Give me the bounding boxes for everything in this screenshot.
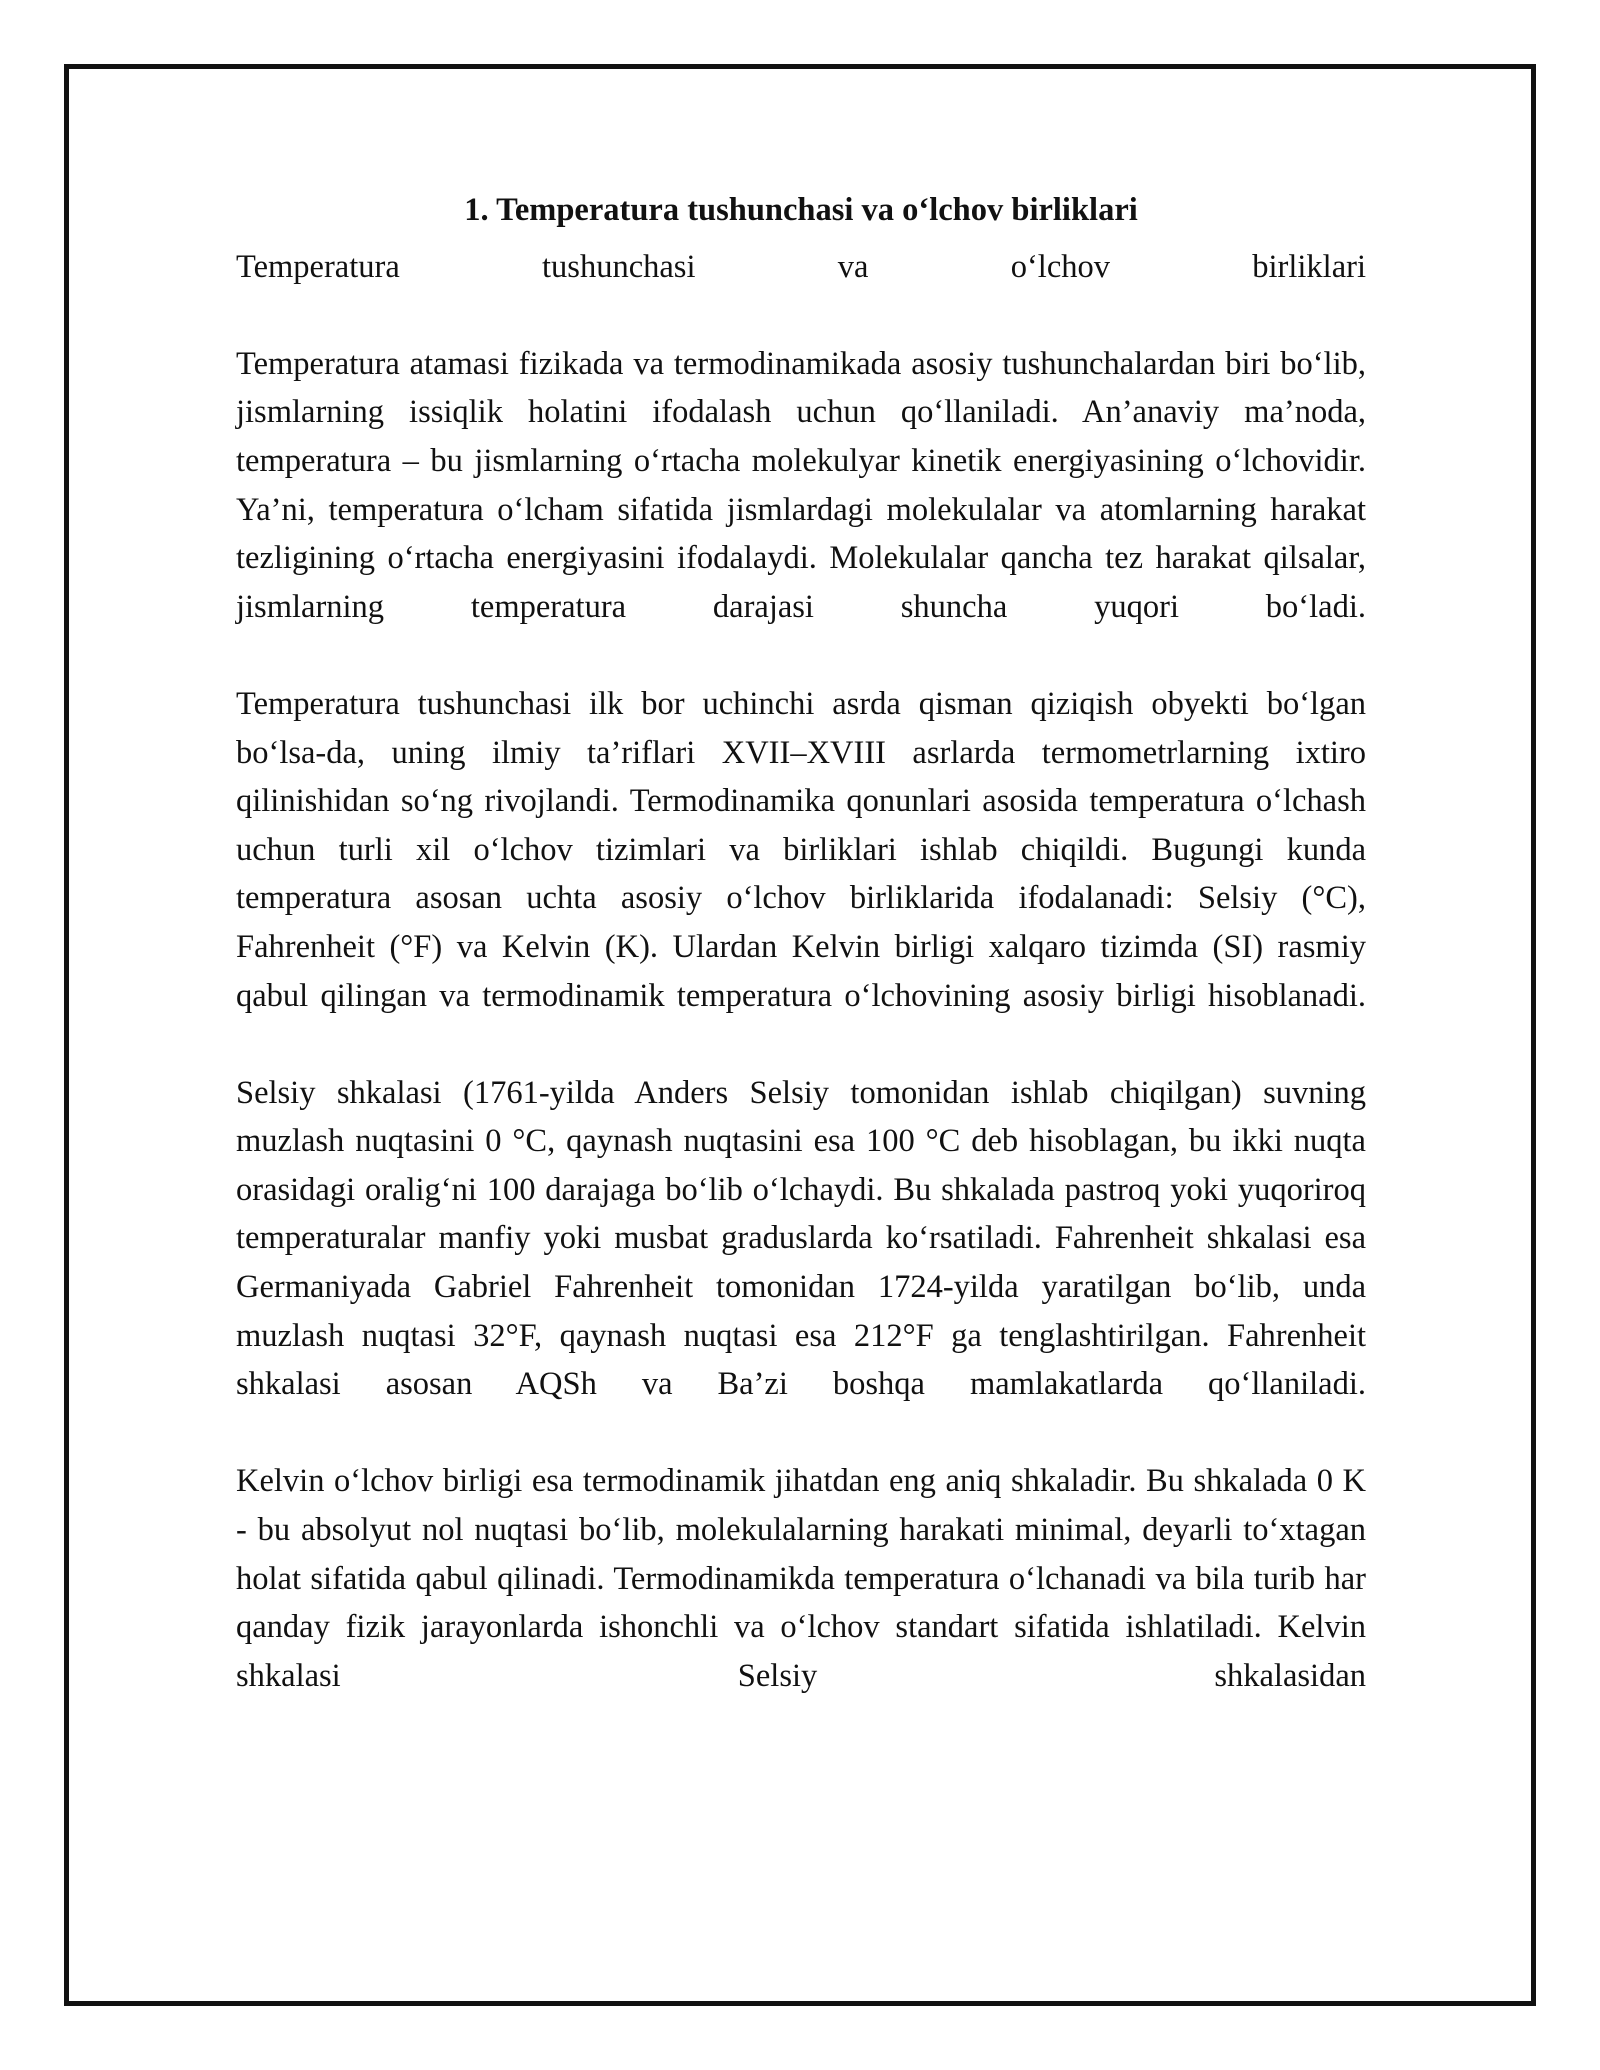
- paragraph-kelvin: Kelvin o‘lchov birligi esa termodinamik jihatdan eng aniq shkaladir. Bu shkalada 0 K - bu absolyut nol nuqtasi bo‘lib, molekulalarning harakati minimal, deyarli to‘xtagan holat sifatida qabul qilinadi. Termodinamikda temperatura o‘lchanadi va bila turib har qanday fizik jarayonlarda ishonchli va o‘lchov standart sifatida ishlatiladi. Kelvin shkalasi Selsiy shkalasidan: [236, 1463, 1366, 1694]
- document-body: [236, 186, 1366, 1700]
- paragraph-subtitle: Temperatura tushunchasi va o‘lchov birliklari: [236, 248, 1366, 285]
- paragraph-history: Temperatura tushunchasi ilk bor uchinchi asrda qisman qiziqish obyekti bo‘lgan bo‘lsa-da, uning ilmiy ta’riflari XVII–XVIII asrlarda termometrlarning ixtiro qilinishidan so‘ng rivojlandi. Termodinamika qonunlari asosida temperatura o‘lchash uchun turli xil o‘lchov tizimlari va birliklari ishlab chiqildi. Bugungi kunda temperatura asosan uchta asosiy o‘lchov birliklarida ifodalanadi: Selsiy (°C), Fahrenheit (°F) va Kelvin (K). Ulardan Kelvin birligi xalqaro tizimda (SI) rasmiy qabul qilingan va termodinamik temperatura o‘lchovining asosiy birligi hisoblanadi.: [236, 685, 1366, 1014]
- paragraph-celsius-fahrenheit: Selsiy shkalasi (1761-yilda Anders Selsiy tomonidan ishlab chiqilgan) suvning muzlash nuqtasini 0 °C, qaynash nuqtasini esa 100 °C deb hisoblagan, bu ikki nuqta orasidagi oralig‘ni 100 darajaga bo‘lib o‘lchaydi. Bu shkalada pastroq yoki yuqoriroq temperaturalar manfiy yoki musbat graduslarda ko‘rsatiladi. Fahrenheit shkalasi esa Germaniyada Gabriel Fahrenheit tomonidan 1724-yilda yaratilgan bo‘lib, unda muzlash nuqtasi 32°F, qaynash nuqtasi esa 212°F ga tenglashtirilgan. Fahrenheit shkalasi asosan AQSh va Ba’zi boshqa mamlakatlarda qo‘llaniladi.: [236, 1074, 1366, 1403]
- paragraph-definition: Temperatura atamasi fizikada va termodinamikada asosiy tushunchalardan biri bo‘lib, jismlarning issiqlik holatini ifodalash uchun qo‘llaniladi. An’anaviy ma’noda, temperatura – bu jismlarning o‘rtacha molekulyar kinetik energiyasining o‘lchovidir. Ya’ni, temperatura o‘lcham sifatida jismlardagi molekulalar va atomlarning harakat tezligining o‘rtacha energiyasini ifodalaydi. Molekulalar qancha tez harakat qilsalar, jismlarning temperatura darajasi shuncha yuqori bo‘ladi.: [236, 345, 1366, 625]
- document-title: 1. Temperatura tushunchasi va o‘lchov birliklari: [464, 192, 1138, 228]
